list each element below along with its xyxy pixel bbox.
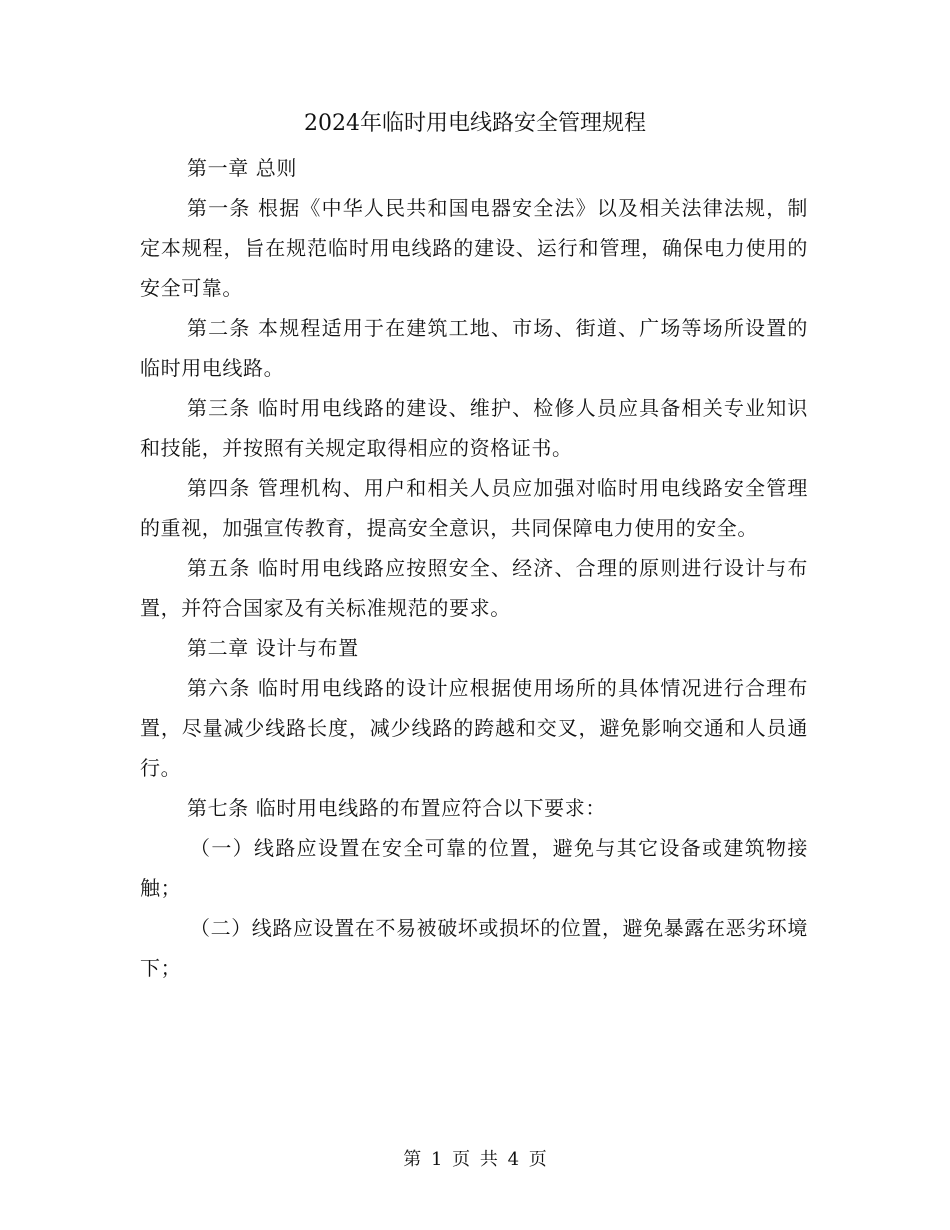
article-3: 第三条 临时用电线路的建设、维护、检修人员应具备相关专业知识和技能，并按照有关规定取得相应的资格证书。 [140,396,808,460]
page-number-footer: 第 1 页 共 4 页 [403,1149,547,1170]
document-body [140,148,808,988]
article-7-item-1: （一）线路应设置在安全可靠的位置，避免与其它设备或建筑物接触； [140,836,808,900]
article-7-item-2: （二）线路应设置在不易被破坏或损坏的位置，避免暴露在恶劣环境下； [140,916,808,980]
article-2: 第二条 本规程适用于在建筑工地、市场、街道、广场等场所设置的临时用电线路。 [140,316,808,380]
document-title: 2024年临时用电线路安全管理规程 [304,111,646,136]
article-1: 第一条 根据《中华人民共和国电器安全法》以及相关法律法规，制定本规程，旨在规范临时用电线路的建设、运行和管理，确保电力使用的安全可靠。 [140,196,808,300]
article-4: 第四条 管理机构、用户和相关人员应加强对临时用电线路安全管理的重视，加强宣传教育，提高安全意识，共同保障电力使用的安全。 [140,476,808,540]
article-6: 第六条 临时用电线路的设计应根据使用场所的具体情况进行合理布置，尽量减少线路长度，减少线路的跨越和交叉，避免影响交通和人员通行。 [140,676,808,780]
chapter-heading-1: 第一章 总则 [187,156,297,180]
article-5: 第五条 临时用电线路应按照安全、经济、合理的原则进行设计与布置，并符合国家及有关标准规范的要求。 [140,556,808,620]
chapter-heading-2: 第二章 设计与布置 [187,636,359,660]
article-7: 第七条 临时用电线路的布置应符合以下要求： [187,796,606,820]
